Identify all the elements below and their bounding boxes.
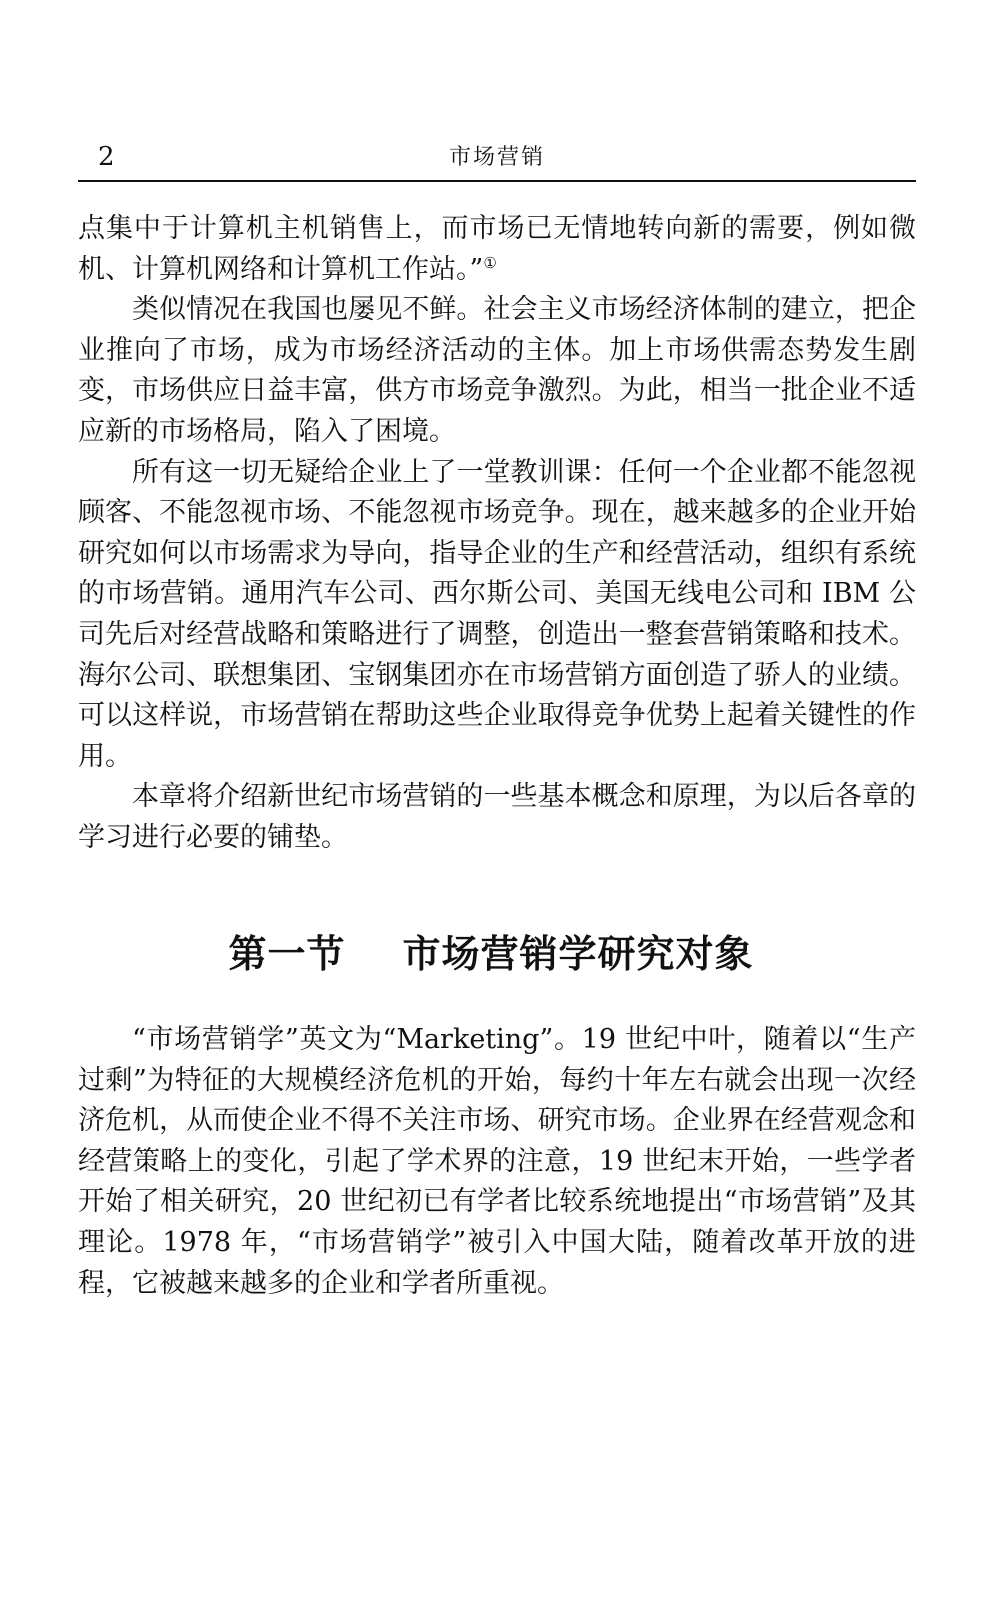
running-header — [78, 140, 916, 182]
paragraph: “市场营销学”英文为“Marketing”。19 世纪中叶，随着以“生产过剩”为特征的大规模经济危机的开始，每约十年左右就会出现一次经济危机，从而使企业不得不关注市场、研究市场。企业界在经营观念和经营策略上的变化，引起了学术界的注意，19 世纪末开始，一些学者开始了相关研究，20 世纪初已有学者比较系统地提出“市场营销”及其理论。1978 年，“市场营销学”被引入中国大陆，随着改革开放的进程，它被越来越多的企业和学者所重视。 — [78, 1024, 916, 1299]
paragraph: 类似情况在我国也屡见不鲜。社会主义市场经济体制的建立，把企业推向了市场，成为市场经济活动的主体。加上市场供需态势发生剧变，市场供应日益丰富，供方市场竞争激烈。为此，相当一批企业不适应新的市场格局，陷入了困境。 — [78, 294, 916, 447]
page-number: 2 — [98, 142, 115, 172]
paragraph-continued — [78, 209, 916, 290]
paragraph: 所有这一切无疑给企业上了一堂教训课：任何一个企业都不能忽视顾客、不能忽视市场、不能忽视市场竞争。现在，越来越多的企业开始研究如何以市场需求为导向，指导企业的生产和经营活动，组织有系统的市场营销。通用汽车公司、西尔斯公司、美国无线电公司和 IBM 公司先后对经营战略和策略进行了调整，创造出一整套营销策略和技术。海尔公司、联想集团、宝钢集团亦在市场营销方面创造了骄人的业绩。可以这样说，市场营销在帮助这些企业取得竞争优势上起着关键性的作用。 — [78, 456, 916, 772]
footnote-mark: ① — [483, 253, 497, 272]
body-text-before-section — [78, 209, 916, 859]
running-title: 市场营销 — [448, 145, 545, 170]
section-title: 第一节 市场营销学研究对象 — [228, 931, 754, 976]
paragraph: 本章将介绍新世纪市场营销的一些基本概念和原理，为以后各章的学习进行必要的铺垫。 — [78, 781, 916, 853]
paragraph-text: 点集中于计算机主机销售上，而市场已无情地转向新的需要，例如微机、计算机网络和计算机工作站。” — [78, 213, 916, 285]
body-text-after-section — [78, 1020, 916, 1304]
